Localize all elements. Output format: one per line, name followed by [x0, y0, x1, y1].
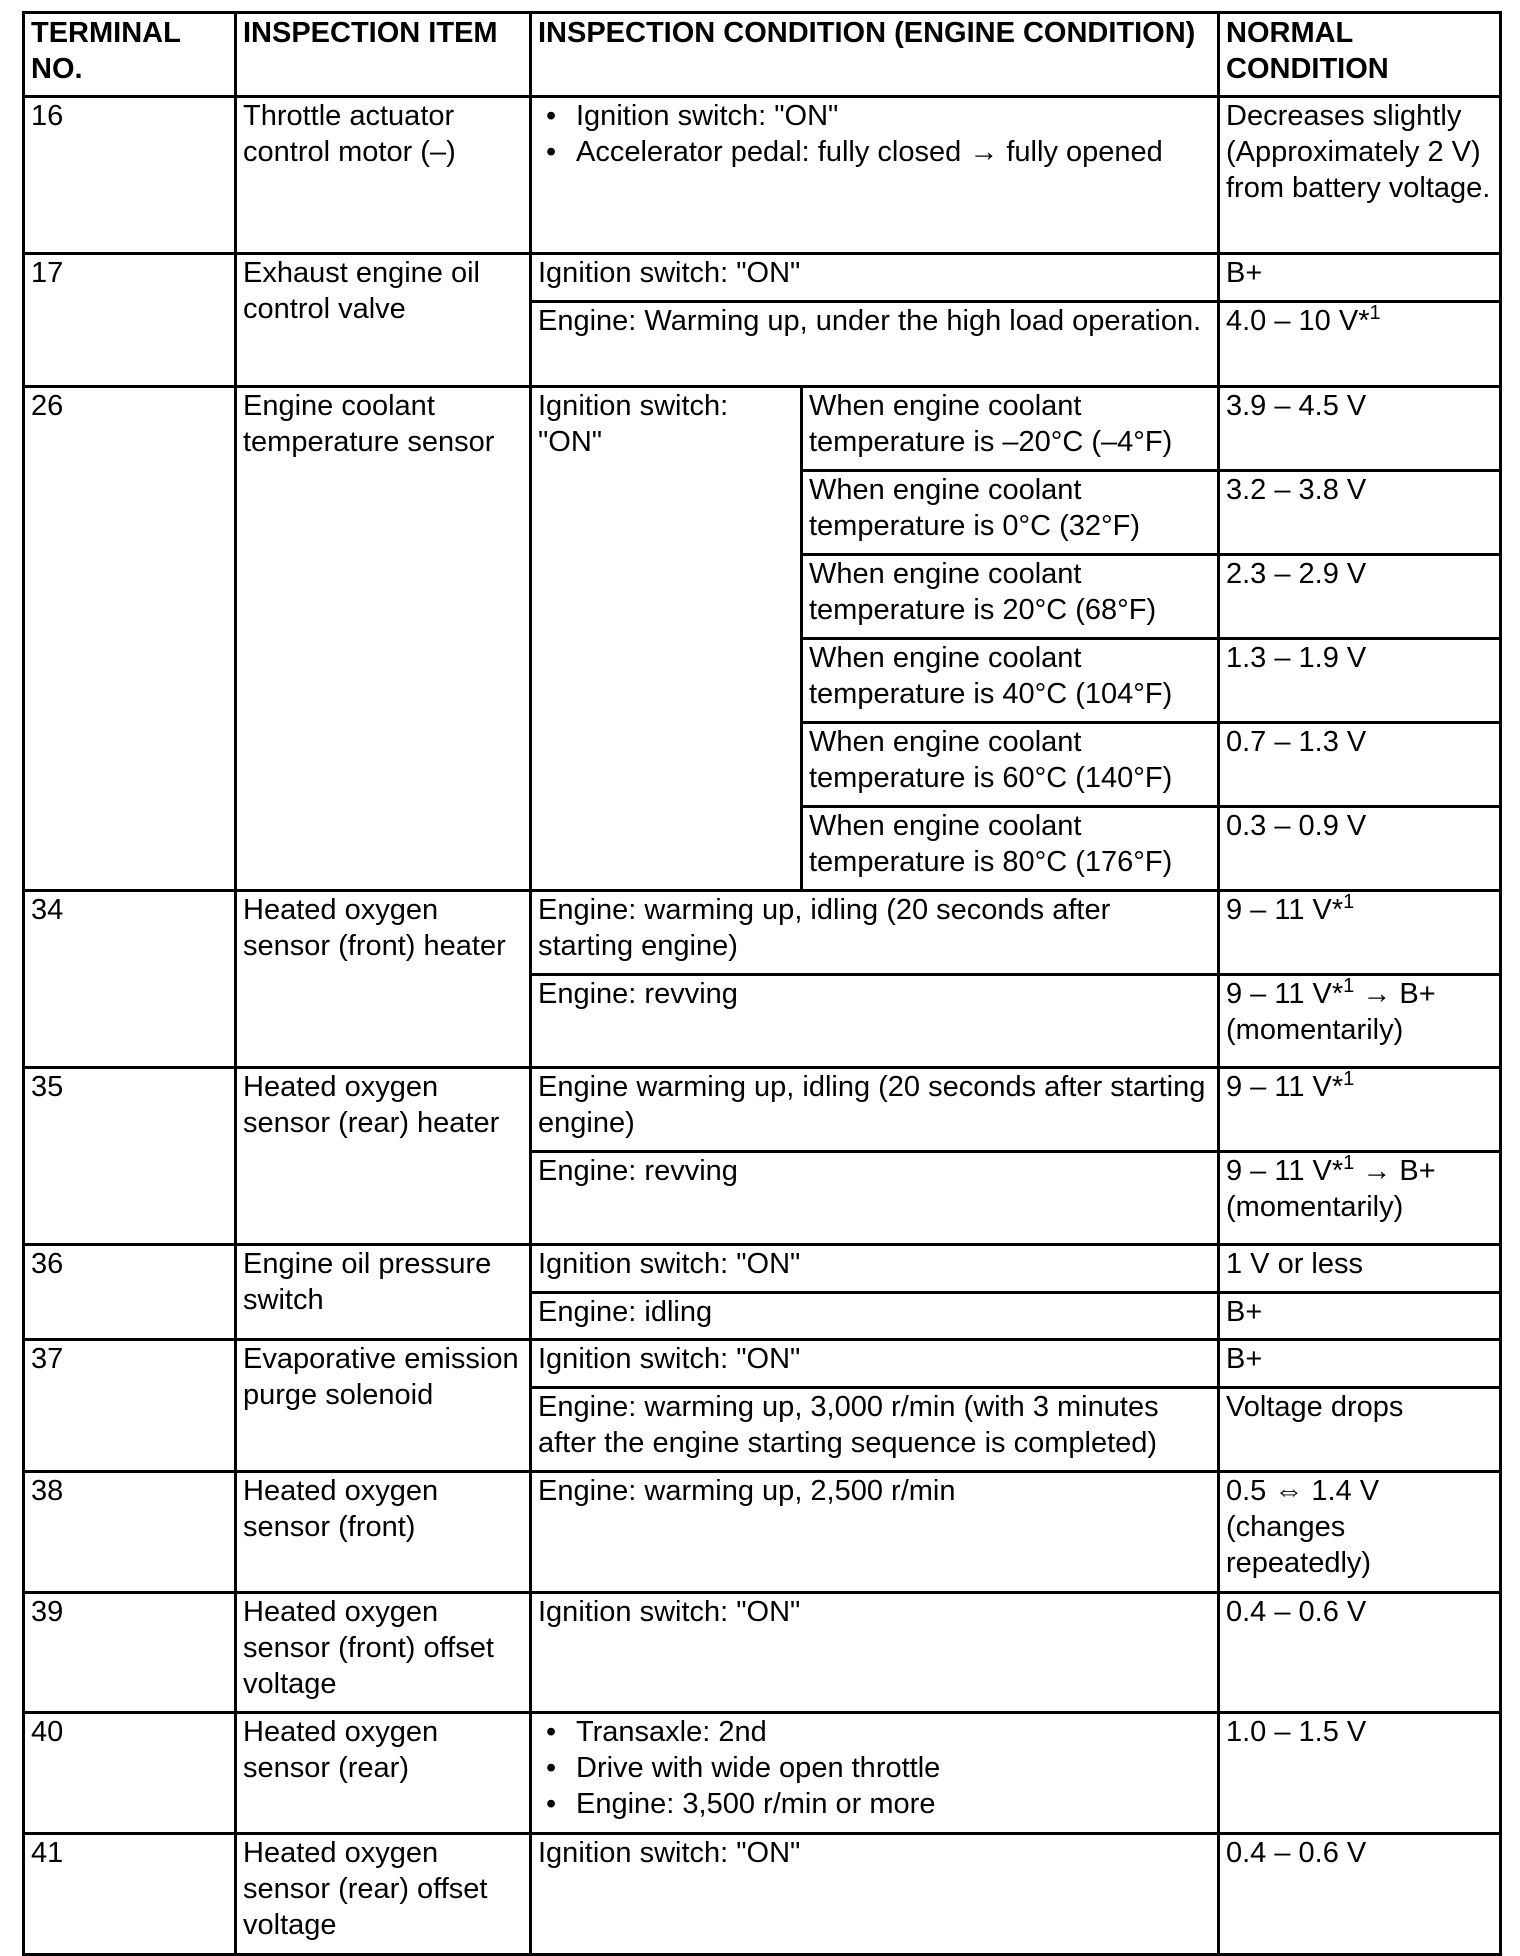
normal-condition [1219, 891, 1501, 975]
header-row [24, 13, 1501, 97]
normal-value-suffix: → B+ (momentarily) [1226, 1155, 1436, 1223]
inspection-sub-condition: When engine coolant temperature is 40°C (104°F) [802, 639, 1219, 723]
normal-condition: 3.9 – 4.5 V [1219, 387, 1501, 471]
table-row [24, 1713, 1501, 1834]
terminal-no: 16 [24, 97, 236, 254]
condition-list-item: • Transaxle: 2nd [576, 1714, 1211, 1750]
inspection-item: Engine oil pressure switch [236, 1245, 531, 1340]
normal-condition [1219, 1068, 1501, 1152]
inspection-sub-condition: When engine coolant temperature is 80°C (176°F) [802, 807, 1219, 891]
footnote-mark: 1 [1343, 1068, 1355, 1090]
header-terminal-no: TERMINAL NO. [24, 13, 236, 97]
inspection-condition: Engine: warming up, idling (20 seconds after starting engine) [531, 891, 1219, 975]
terminal-no: 17 [24, 254, 236, 387]
inspection-condition: Engine: idling [531, 1293, 1219, 1340]
terminal-inspection-sheet [22, 11, 1499, 1956]
normal-value: 4.0 – 10 V* [1226, 305, 1370, 337]
table-row [24, 387, 1501, 471]
normal-condition [1219, 1152, 1501, 1245]
footnote-mark: 1 [1343, 1152, 1355, 1174]
normal-condition: 0.4 – 0.6 V [1219, 1593, 1501, 1713]
inspection-condition: Engine warming up, idling (20 seconds after starting engine) [531, 1068, 1219, 1152]
inspection-condition: Ignition switch: "ON" [531, 1593, 1219, 1713]
table-row [24, 254, 1501, 302]
table-row [24, 1340, 1501, 1388]
table-row [24, 1593, 1501, 1713]
inspection-condition: Engine: revving [531, 1152, 1219, 1245]
inspection-condition: Engine: warming up, 2,500 r/min [531, 1472, 1219, 1593]
normal-condition: Decreases slightly (Approximately 2 V) from battery voltage. [1219, 97, 1501, 254]
normal-condition: B+ [1219, 254, 1501, 302]
normal-condition: 2.3 – 2.9 V [1219, 555, 1501, 639]
header-inspection-item: INSPECTION ITEM [236, 13, 531, 97]
condition-list [538, 1714, 1211, 1822]
normal-condition: 1 V or less [1219, 1245, 1501, 1293]
inspection-item: Heated oxygen sensor (front) [236, 1472, 531, 1593]
normal-condition: 0.7 – 1.3 V [1219, 723, 1501, 807]
header-inspection-condition: INSPECTION CONDITION (ENGINE CONDITION) [531, 13, 1219, 97]
normal-condition: 0.3 – 0.9 V [1219, 807, 1501, 891]
terminal-no: 41 [24, 1834, 236, 1955]
inspection-item: Heated oxygen sensor (front) heater [236, 891, 531, 1068]
terminal-no: 38 [24, 1472, 236, 1593]
inspection-sub-condition: When engine coolant temperature is 20°C (68°F) [802, 555, 1219, 639]
terminal-no: 34 [24, 891, 236, 1068]
inspection-item: Evaporative emission purge solenoid [236, 1340, 531, 1472]
inspection-item: Heated oxygen sensor (rear) offset voltage [236, 1834, 531, 1955]
table-row [24, 97, 1501, 254]
table-row [24, 891, 1501, 975]
header-normal-condition: NORMAL CONDITION [1219, 13, 1501, 97]
inspection-item: Heated oxygen sensor (rear) heater [236, 1068, 531, 1245]
condition-list-item: • Engine: 3,500 r/min or more [576, 1786, 1211, 1822]
inspection-item: Heated oxygen sensor (rear) [236, 1713, 531, 1834]
inspection-item: Throttle actuator control motor (–) [236, 97, 531, 254]
terminal-no: 39 [24, 1593, 236, 1713]
terminal-no: 40 [24, 1713, 236, 1834]
normal-value-suffix: → B+ (momentarily) [1226, 978, 1436, 1046]
inspection-item: Engine coolant temperature sensor [236, 387, 531, 891]
terminal-inspection-table [22, 11, 1502, 1956]
condition-list [538, 98, 1211, 170]
terminal-no: 37 [24, 1340, 236, 1472]
inspection-sub-condition: When engine coolant temperature is 60°C (140°F) [802, 723, 1219, 807]
inspection-sub-condition: When engine coolant temperature is –20°C (–4°F) [802, 387, 1219, 471]
terminal-no: 35 [24, 1068, 236, 1245]
inspection-condition: Ignition switch: "ON" [531, 1834, 1219, 1955]
normal-value: 9 – 11 V* [1226, 894, 1344, 926]
footnote-mark: 1 [1343, 975, 1355, 997]
footnote-mark: 1 [1343, 891, 1355, 913]
inspection-condition: Ignition switch: "ON" [531, 1245, 1219, 1293]
normal-condition: 0.5 ⇔ 1.4 V (changes repeatedly) [1219, 1472, 1501, 1593]
condition-list-item: • Accelerator pedal: fully closed → fully opened [576, 134, 1211, 170]
normal-condition: 0.4 – 0.6 V [1219, 1834, 1501, 1955]
normal-condition: Voltage drops [1219, 1388, 1501, 1472]
inspection-item: Heated oxygen sensor (front) offset voltage [236, 1593, 531, 1713]
inspection-condition: Engine: Warming up, under the high load operation. [531, 302, 1219, 387]
normal-condition: 1.0 – 1.5 V [1219, 1713, 1501, 1834]
normal-value: 9 – 11 V* [1226, 1071, 1344, 1103]
inspection-condition: Engine: warming up, 3,000 r/min (with 3 minutes after the engine starting sequence is completed) [531, 1388, 1219, 1472]
normal-condition: 1.3 – 1.9 V [1219, 639, 1501, 723]
inspection-condition: Ignition switch: "ON" [531, 254, 1219, 302]
condition-list-item: • Ignition switch: "ON" [576, 98, 1211, 134]
inspection-condition: Engine: revving [531, 975, 1219, 1068]
inspection-item: Exhaust engine oil control valve [236, 254, 531, 387]
terminal-no: 36 [24, 1245, 236, 1340]
condition-list-item: • Drive with wide open throttle [576, 1750, 1211, 1786]
table-row [24, 1472, 1501, 1593]
inspection-condition: Ignition switch: "ON" [531, 387, 802, 891]
normal-condition [1219, 975, 1501, 1068]
table-row [24, 1834, 1501, 1955]
normal-value: 9 – 11 V* [1226, 978, 1344, 1010]
inspection-sub-condition: When engine coolant temperature is 0°C (32°F) [802, 471, 1219, 555]
inspection-condition [531, 97, 1219, 254]
inspection-condition: Ignition switch: "ON" [531, 1340, 1219, 1388]
table-row [24, 1245, 1501, 1293]
normal-condition: 3.2 – 3.8 V [1219, 471, 1501, 555]
inspection-condition [531, 1713, 1219, 1834]
normal-condition: B+ [1219, 1340, 1501, 1388]
normal-condition: B+ [1219, 1293, 1501, 1340]
table-row [24, 1068, 1501, 1152]
normal-condition [1219, 302, 1501, 387]
terminal-no: 26 [24, 387, 236, 891]
footnote-mark: 1 [1369, 302, 1381, 324]
normal-value: 9 – 11 V* [1226, 1155, 1344, 1187]
